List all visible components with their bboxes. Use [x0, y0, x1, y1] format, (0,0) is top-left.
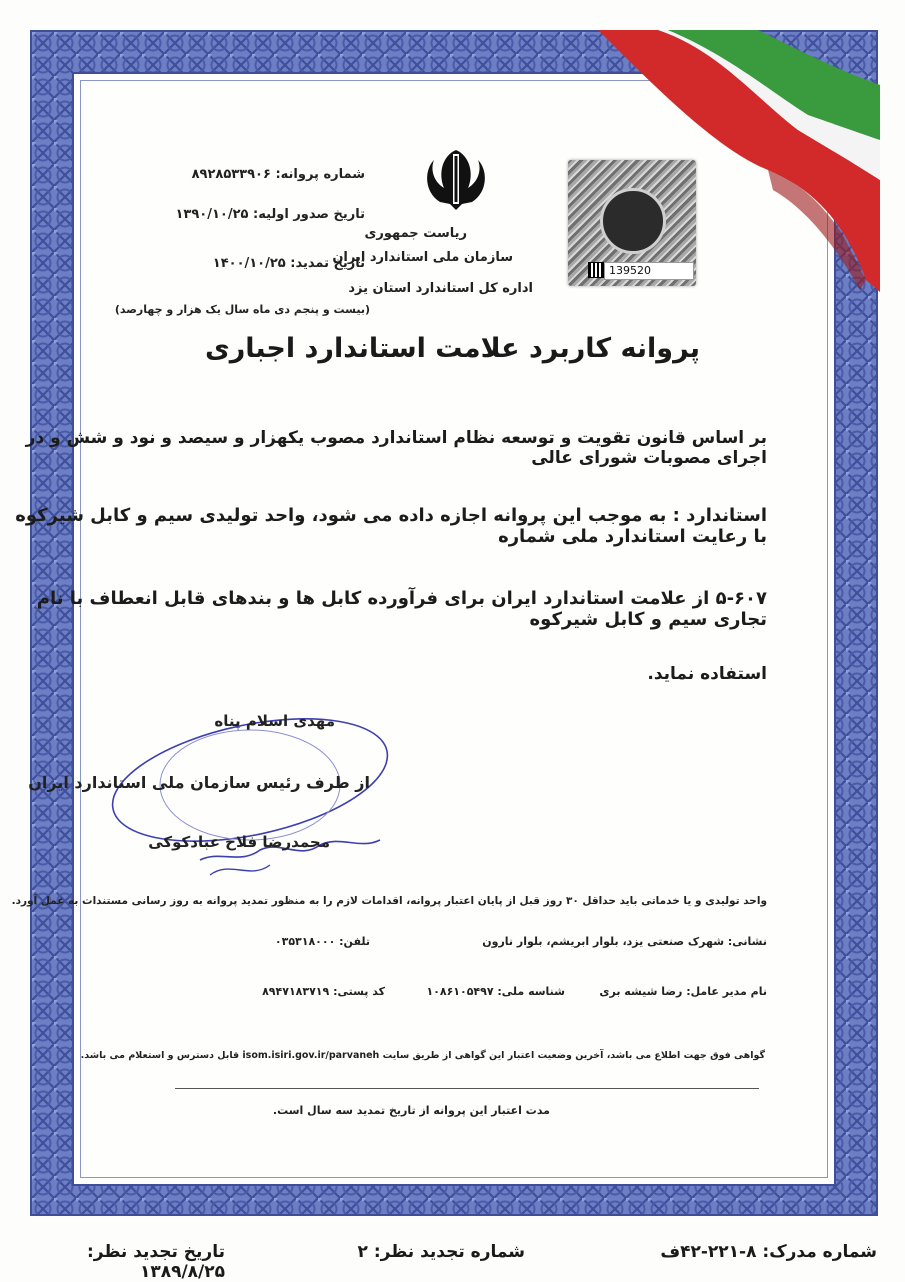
renewal-date-words: (بیست و پنجم دی ماه سال یک هزار و چهارصد) — [114, 303, 370, 316]
license-number: شماره پروانه: ۸۹۲۸۵۳۳۹۰۶ — [191, 167, 365, 182]
signatory-role: از طرف رئیس سازمان ملی استاندارد ایران — [28, 773, 370, 792]
postal-code: کد پستی: ۸۹۴۷۱۸۳۷۱۹ — [262, 985, 385, 998]
verification-notice: گواهی فوق جهت اطلاع می باشد، آخرین وضعیت اعتبار این گواهی از طریق سایت isom.isiri.gov.ir/parvaneh قابل دسترس و استعلام می باشد. — [80, 1050, 765, 1061]
manager-name: نام مدیر عامل: رضا شیشه بری — [599, 985, 767, 998]
hologram-number: 139520 — [604, 262, 694, 280]
renewal-notice: واحد تولیدی و یا خدماتی باید حداقل ۳۰ روز قبل از پایان اعتبار پروانه، اقدامات لازم را به منظور تمدید پروانه به روز رسانی مستندات به عمل آورد. — [11, 895, 767, 907]
national-id: شناسه ملی: ۱۰۸۶۱۰۵۴۹۷ — [426, 985, 565, 998]
signer-handwritten-name: محمدرضا فلاح عبادکوکی — [148, 833, 330, 851]
document-number: شماره مدرک: ۸-۲۲۱-۴۲ف — [660, 1242, 877, 1262]
government-emblem-icon — [420, 148, 492, 212]
revision-number: شماره تجدید نظر: ۲ — [357, 1242, 525, 1262]
address: نشانی: شهرک صنعتی یزد، بلوار ابریشم، بلوار نارون — [482, 935, 767, 948]
body-line-1: بر اساس قانون تقویت و توسعه نظام استاندارد مصوب یکهزار و سیصد و نود و شش و در اجرای مصوبات شورای عالی — [25, 428, 767, 468]
body-line-3: ۵-۶۰۷ از علامت استاندارد ایران برای فرآورده کابل ها و بندهای قابل انعطاف با نام تجاری سیم و کابل شیرکوه — [36, 588, 767, 630]
province-office: اداره کل استاندارد استان یزد — [348, 281, 533, 296]
revision-date: تاریخ تجدید نظر: ۱۳۸۹/۸/۲۵ — [86, 1242, 225, 1282]
renewal-date: تاریخ تمدید: ۱۴۰۰/۱۰/۲۵ — [212, 256, 365, 271]
validity-period: مدت اعتبار این پروانه از تاریخ تمدید سه سال است. — [272, 1104, 550, 1117]
presidency-label: ریاست جمهوری — [364, 226, 467, 241]
body-line-4: استفاده نماید. — [647, 664, 767, 684]
qr-code-icon — [588, 262, 604, 278]
certificate-title: پروانه کاربرد علامت استاندارد اجباری — [204, 333, 701, 364]
organization-name: سازمان ملی استاندارد ایران — [332, 250, 513, 265]
body-line-2: استاندارد : به موجب این پروانه اجازه داده می شود، واحد تولیدی سیم و کابل شیرکوه با رعایت استاندارد ملی شماره — [15, 505, 767, 547]
isiri-logo-icon — [600, 188, 666, 254]
signatory-name: مهدی اسلام پناه — [214, 712, 335, 730]
first-issue-date: تاریخ صدور اولیه: ۱۳۹۰/۱۰/۲۵ — [175, 207, 365, 222]
divider — [175, 1088, 759, 1089]
phone: تلفن: ۰۳۵۳۱۸۰۰۰ — [274, 935, 370, 948]
